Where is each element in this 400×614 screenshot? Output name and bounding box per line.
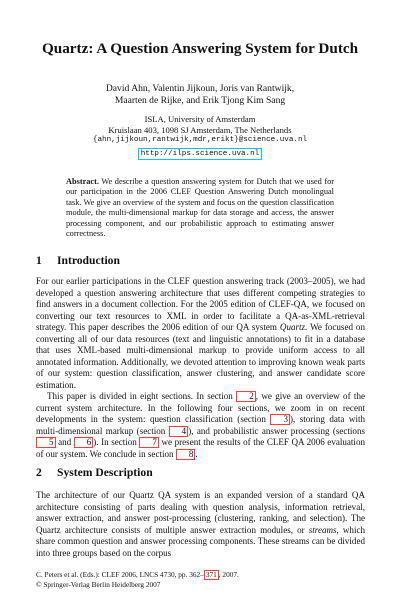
affiliation-address: Kruislaan 403, 1098 SJ Amsterdam, The Netherlands	[108, 124, 292, 135]
author-line-2: Maarten de Rijke, and Erik Tjong Kim Sang	[114, 95, 286, 106]
section-1-paragraph-1: For our earlier participations in the CLEF question answering track (2003–2005), we had developed a question answering architecture that uses different competing strategies to find answers in a document collection. For the 2005 edition of CLEF-QA, we focused on converting our text resources to XML in order to facilitate a QA-as-XML-retrieval strategy. This paper describes the 2006 edition of our QA system Quartz. We focused on converting all of our data resources (text and linguistic annotations) to fit in a database that uses XML-based multi-dimensional markup to provide uniform access to all annotated information. Additionally, we devoted attention to improving known weak parts of our system: question classification, answer clustering, and answer candidate score estimation.	[36, 276, 365, 390]
section-ref-link[interactable]: 4	[169, 426, 189, 437]
section-ref-link[interactable]: 3	[270, 414, 290, 425]
page-ref-link[interactable]: 371	[205, 570, 217, 579]
paper-title: Quartz: A Question Answering System for Dutch	[41, 40, 359, 57]
section-ref-link[interactable]: 6	[74, 437, 94, 448]
copyright-line: © Springer-Verlag Berlin Heidelberg 2007	[36, 580, 161, 589]
section-ref-link[interactable]: 5	[36, 437, 56, 448]
section-2-number: 2	[36, 466, 42, 479]
abstract	[66, 177, 334, 239]
abstract-label: Abstract.	[66, 177, 99, 186]
affiliation-org: ISLA, University of Amsterdam	[144, 114, 256, 124]
citation-line: C. Peters et al. (Eds.): CLEF 2006, LNCS 4730, pp. 362– 371 , 2007.	[36, 570, 239, 579]
section-1-paragraph-2: This paper is divided in eight sections. In section 2 , we give an overview of the current system architecture. In the following four sections, we zoom in on recent developments in the system: question classification (section 3 ), storing data with multi-dimensional markup (section 4 ), and probabilistic answer processing (sections 5 and 6 ). In section 7 we present the results of the CLEF QA 2006 evaluation of our system. We conclude in section 8 .	[36, 391, 365, 459]
section-2-heading	[36, 466, 153, 480]
section-2-body	[36, 490, 365, 559]
section-ref-link[interactable]: 8	[176, 449, 196, 460]
section-2-paragraph-1: The architecture of our Quartz QA system is an expanded version of a standard QA architecture consisting of parts dealing with question analysis, information retrieval, answer extraction, and answer post-processing (clustering, ranking, and selection). The Quartz architecture consists of multiple answer extraction modules, or streams, which share common question and answer processing components. These streams can be divided into three groups based on the corpus	[36, 490, 365, 558]
section-1-body	[36, 276, 365, 460]
section-1-number: 1	[36, 254, 42, 267]
author-list	[20, 83, 380, 107]
abstract-text: We describe a question answering system for Dutch that we used for our participation in the 2006 CLEF Question Answering Dutch monolingual task. We give an overview of the system and focus on the question classification module, the multi-dimensional markup for data storage and access, the answer processing component, and our probabilistic approach to estimating answer correctness.	[66, 177, 334, 239]
page-footer	[36, 570, 365, 589]
author-line-1: David Ahn, Valentin Jijkoun, Joris van Rantwijk,	[105, 83, 295, 94]
section-2-title: System Description	[57, 466, 153, 479]
author-emails: {ahn,jijkoun,rantwijk,mdr,erikt}@science.uva.nl	[92, 136, 308, 144]
affiliation	[20, 114, 380, 160]
section-1-title: Introduction	[57, 254, 120, 267]
section-ref-link[interactable]: 7	[139, 437, 159, 448]
section-1-heading	[36, 254, 120, 268]
group-url-link[interactable]: http://ilps.science.uva.nl	[138, 148, 262, 160]
section-ref-link[interactable]: 2	[236, 391, 256, 402]
